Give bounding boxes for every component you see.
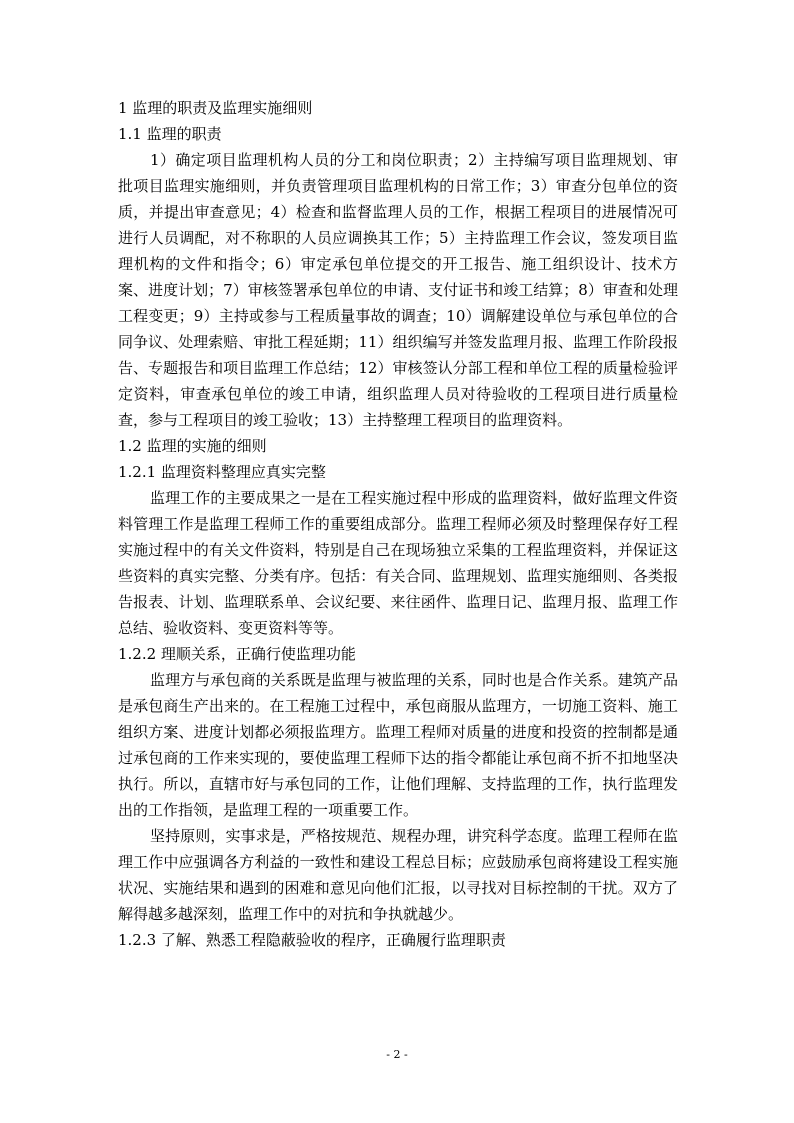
section-heading-1-2-3: 1.2.3 了解、熟悉工程隐蔽验收的程序，正确履行监理职责 — [118, 931, 506, 949]
section-heading-1-2-2: 1.2.2 理顺关系，正确行使监理功能 — [118, 645, 356, 663]
page-content — [118, 95, 678, 953]
section-heading-1: 1 监理的职责及监理实施细则 — [118, 99, 313, 117]
section-heading-1-1: 1.1 监理的职责 — [118, 125, 222, 143]
section-heading-1-2-1: 1.2.1 监理资料整理应真实完整 — [118, 463, 326, 481]
section-heading-1-2: 1.2 监理的实施的细则 — [118, 437, 267, 455]
duties-paragraph: 1）确定项目监理机构人员的分工和岗位职责；2）主持编写项目监理规划、审批项目监理实施细则，并负责管理项目监理机构的日常工作；3）审查分包单位的资质，并提出审查意见；4）检查和监督监理人员的工作，根据工程项目的进展情况可进行人员调配，对不称职的人员应调换其工作；5）主持监理工作会议，签发项目监理机构的文件和指令；6）审定承包单位提交的开工报告、施工组织设计、技术方案、进度计划；7）审核签署承包单位的申请、支付证书和竣工结算；8）审查和处理工程变更；9）主持或参与工程质量事故的调查；10）调解建设单位与承包单位的合同争议、处理索赔、审批工程延期；11）组织编写并签发监理月报、监理工作阶段报告、专题报告和项目监理工作总结；12）审核签认分部工程和单位工程的质量检验评定资料，审查承包单位的竣工申请，组织监理人员对待验收的工程项目进行质量检查，参与工程项目的竣工验收；13）主持整理工程项目的监理资料。 — [118, 151, 678, 429]
principles-paragraph: 坚持原则，实事求是，严格按规范、规程办理，讲究科学态度。监理工程师在监理工作中应强调各方利益的一致性和建设工程总目标；应鼓励承包商将建设工程实施状况、实施结果和遇到的困难和意见向他们汇报，以寻找对目标控制的干扰。双方了解得越多越深刻，监理工作中的对抗和争执就越少。 — [118, 827, 678, 923]
records-paragraph: 监理工作的主要成果之一是在工程实施过程中形成的监理资料，做好监理文件资料管理工作是监理工程师工作的重要组成部分。监理工程师必须及时整理保存好工程实施过程中的有关文件资料，特别是自己在现场独立采集的工程监理资料，并保证这些资料的真实完整、分类有序。包括：有关合同、监理规划、监理实施细则、各类报告报表、计划、监理联系单、会议纪要、来往函件、监理日记、监理月报、监理工作总结、验收资料、变更资料等等。 — [118, 489, 678, 637]
page-number: - 2 - — [386, 1048, 408, 1061]
relations-paragraph: 监理方与承包商的关系既是监理与被监理的关系，同时也是合作关系。建筑产品是承包商生产出来的。在工程施工过程中，承包商服从监理方，一切施工资料、施工组织方案、进度计划都必须报监理方。监理工程师对质量的进度和投资的控制都是通过承包商的工作来实现的，要使监理工程师下达的指令都能让承包商不折不扣地坚决执行。所以，直辖市好与承包同的工作，让他们理解、支持监理的工作，执行监理发出的工作指领，是监理工程的一项重要工作。 — [118, 671, 678, 819]
